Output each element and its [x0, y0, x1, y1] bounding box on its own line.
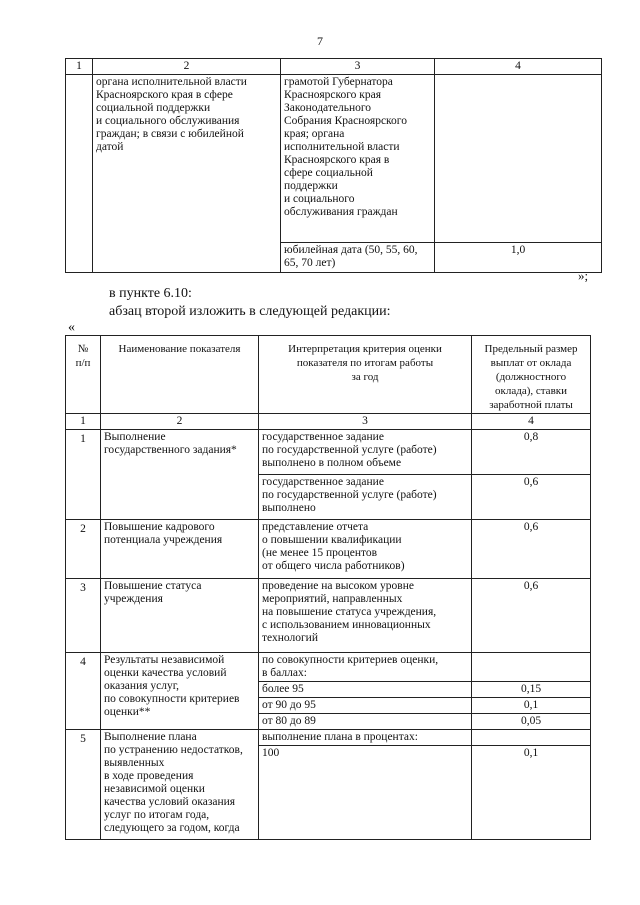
- indicator-name: Результаты независимой оценки качества условий оказания услуг, по совокупности критериев оценки**: [101, 653, 259, 730]
- header-cell: 2: [93, 59, 281, 75]
- criterion: государственное задание по государственной услуге (работе) выполнено: [259, 475, 472, 520]
- table-row: [66, 653, 591, 682]
- header-cell: № п/п: [66, 336, 101, 414]
- table-header-row: [66, 59, 602, 75]
- header-cell: Предельный размер выплат от оклада (должностного оклада), ставки заработной платы: [472, 336, 591, 414]
- indicators-table: [65, 335, 591, 840]
- table-cell: [66, 75, 93, 273]
- value: 0,6: [472, 520, 591, 579]
- value: 0,05: [472, 714, 591, 730]
- table-cell: органа исполнительной власти Красноярского края в сфере социальной поддержки и социального обслуживания граждан; в связи с юбилейной датой: [93, 75, 281, 273]
- criterion: от 90 до 95: [259, 698, 472, 714]
- indicator-name: Выполнение плана по устранению недостатков, выявленных в ходе проведения независимой оценки качества условий оказания услуг по итогам года, следующего за годом, когда: [101, 730, 259, 840]
- row-number: 3: [66, 579, 101, 653]
- table-continuation: [65, 58, 602, 273]
- indicator-name: Выполнение государственного задания*: [101, 430, 259, 520]
- table-cell: [435, 75, 602, 243]
- header-cell: 4: [472, 414, 591, 430]
- table-cell: грамотой Губернатора Красноярского края Законодательного Собрания Красноярского края; органа исполнительной власти Красноярского края в сфере социальной поддержки и социального обслуживания граждан: [281, 75, 435, 243]
- criterion: 100: [259, 746, 472, 840]
- paragraph: абзац второй изложить в следующей редакции:: [109, 304, 391, 319]
- criterion: выполнение плана в процентах:: [259, 730, 472, 746]
- table-row: [66, 75, 602, 243]
- value: 0,1: [472, 746, 591, 840]
- header-cell: Интерпретация критерия оценки показателя по итогам работы за год: [259, 336, 472, 414]
- column-numbers-row: [66, 414, 591, 430]
- criterion: от 80 до 89: [259, 714, 472, 730]
- row-number: 2: [66, 520, 101, 579]
- value: 0,6: [472, 475, 591, 520]
- row-number: 1: [66, 430, 101, 520]
- page-number: 7: [317, 34, 323, 48]
- paragraph: в пункте 6.10:: [109, 286, 192, 301]
- value: [472, 730, 591, 746]
- criterion: более 95: [259, 682, 472, 698]
- table-row: [66, 430, 591, 475]
- header-cell: 3: [281, 59, 435, 75]
- header-cell: 2: [101, 414, 259, 430]
- value: 0,6: [472, 579, 591, 653]
- table-row: [66, 579, 591, 653]
- row-number: 5: [66, 730, 101, 840]
- closing-mark: »;: [578, 268, 589, 283]
- header-cell: 3: [259, 414, 472, 430]
- value: 0,1: [472, 698, 591, 714]
- table-cell: юбилейная дата (50, 55, 60, 65, 70 лет): [281, 243, 435, 273]
- table-cell: 1,0: [435, 243, 602, 273]
- header-cell: 1: [66, 414, 101, 430]
- indicator-name: Повышение кадрового потенциала учреждения: [101, 520, 259, 579]
- header-cell: 4: [435, 59, 602, 75]
- header-cell: 1: [66, 59, 93, 75]
- criterion: по совокупности критериев оценки, в баллах:: [259, 653, 472, 682]
- open-quote: «: [68, 320, 75, 335]
- indicator-name: Повышение статуса учреждения: [101, 579, 259, 653]
- header-cell: Наименование показателя: [101, 336, 259, 414]
- row-number: 4: [66, 653, 101, 730]
- table-header-row: [66, 336, 591, 414]
- table-row: [66, 520, 591, 579]
- table-row: [66, 730, 591, 746]
- criterion: представление отчета о повышении квалификации (не менее 15 процентов от общего числа работников): [259, 520, 472, 579]
- value: 0,8: [472, 430, 591, 475]
- value: 0,15: [472, 682, 591, 698]
- criterion: проведение на высоком уровне мероприятий, направленных на повышение статуса учреждения, с использованием инновационных технологий: [259, 579, 472, 653]
- criterion: государственное задание по государственной услуге (работе) выполнено в полном объеме: [259, 430, 472, 475]
- value: [472, 653, 591, 682]
